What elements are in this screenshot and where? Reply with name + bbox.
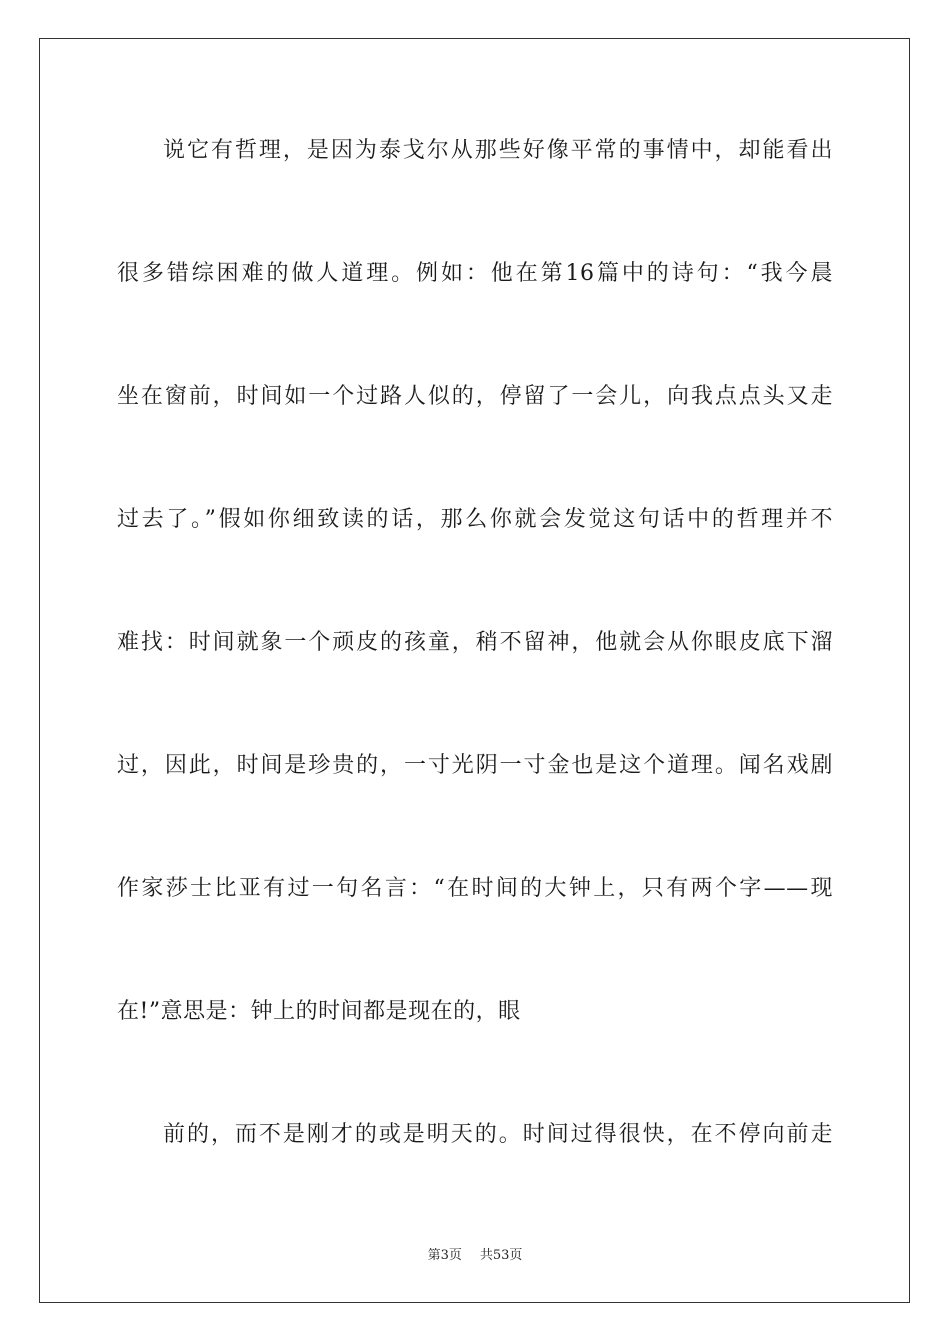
- text-line-6: 过，因此，时间是珍贵的，一寸光阴一寸金也是这个道理。闻名戏剧: [117, 753, 833, 778]
- page-border: [39, 38, 910, 1303]
- page-total: 共53页: [479, 1248, 523, 1263]
- page-footer: [0, 1247, 950, 1265]
- text-line-1: 说它有哲理，是因为泰戈尔从那些好像平常的事情中，却能看出: [163, 138, 833, 163]
- text-line-9: 前的，而不是刚才的或是明天的。时间过得很快，在不停向前走: [163, 1122, 833, 1147]
- text-line-7: 作家莎士比亚有过一句名言：“在时间的大钟上，只有两个字——现: [117, 876, 833, 901]
- text-line-2: 很多错综困难的做人道理。例如：他在第16篇中的诗句：“我今晨: [117, 261, 833, 286]
- text-line-3: 坐在窗前，时间如一个过路人似的，停留了一会儿，向我点点头又走: [117, 384, 833, 409]
- text-line-8: 在!”意思是：钟上的时间都是现在的，眼: [117, 999, 521, 1024]
- text-line-5: 难找：时间就象一个顽皮的孩童，稍不留神，他就会从你眼皮底下溜: [117, 630, 833, 655]
- page-number: 第3页: [427, 1248, 462, 1263]
- text-line-4: 过去了。”假如你细致读的话，那么你就会发觉这句话中的哲理并不: [117, 507, 833, 532]
